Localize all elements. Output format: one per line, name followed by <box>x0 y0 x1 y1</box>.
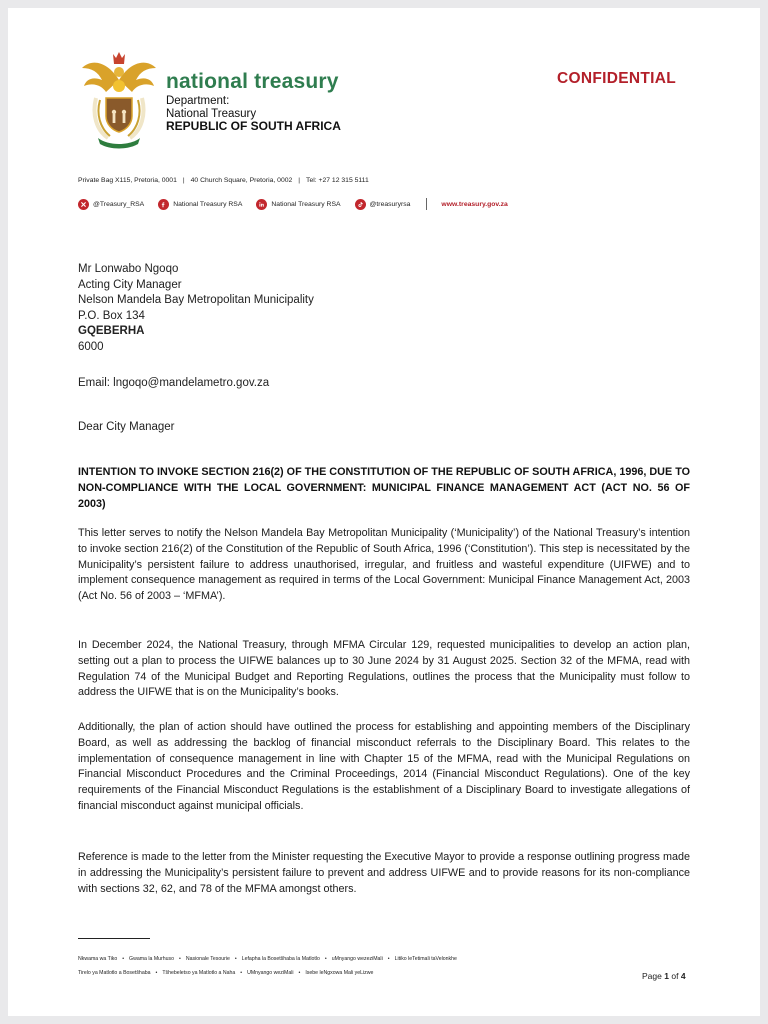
coat-of-arms-icon <box>78 50 160 150</box>
subject-heading: INTENTION TO INVOKE SECTION 216(2) OF THE CONSTITUTION OF THE REPUBLIC OF SOUTH AFRICA, 1996, DUE TO NON-COMPLIANCE WITH THE LOCAL GOVERNMENT: MUNICIPAL FINANCE MANAGEMENT ACT (ACT NO. 56 OF 2003) <box>78 466 690 510</box>
x-icon <box>78 199 89 210</box>
recipient-name: Mr Lonwabo Ngoqo <box>78 263 179 275</box>
website-link[interactable]: www.treasury.gov.za <box>441 200 508 208</box>
footer-languages-line-2: Tirelo ya Matlotlo a Bosetšhaba • Tšhebeletso ya Matlotlo a Naha • UMnyango weziMali • Isebe leNgxowa Mali yeLizwe <box>78 970 374 976</box>
social-links <box>78 197 508 211</box>
social-tiktok[interactable]: @treasuryrsa <box>355 199 411 210</box>
recipient-organization: Nelson Mandela Bay Metropolitan Municipality <box>78 294 314 306</box>
salutation: Dear City Manager <box>78 421 175 433</box>
facebook-icon <box>158 199 169 210</box>
body-paragraph: This letter serves to notify the Nelson Mandela Bay Metropolitan Municipality (‘Municipality’) of the National Treasury’s intention to invoke section 216(2) of the Constitution of the Republic of South Africa, 1996 (‘Constitution’). This step is necessitated by the Municipality’s persistent failure to address unauthorised, irregular, and fruitless and wasteful expenditure (UIFWE) and to implement consequence management as required in terms of the Local Government: Municipal Finance Management Act, 2003 (Act No. 56 of 2003 – ‘MFMA’). <box>78 527 690 603</box>
street-address: 40 Church Square, Pretoria, 0002 <box>190 177 293 184</box>
body-paragraph: In December 2024, the National Treasury, through MFMA Circular 129, requested municipalities to develop an action plan, setting out a plan to process the UIFWE balances up to 30 June 2024 by 31 August 2025. Section 32 of the MFMA, read with Regulation 74 of the Municipal Budget and Reporting Regulations, outlines the process that the Municipality must follow to address the UIFWE that is on the Municipality’s books. <box>78 639 690 699</box>
classification-label: CONFIDENTIAL <box>557 70 676 87</box>
recipient-city: GQEBERHA <box>78 325 145 337</box>
footer-divider <box>78 938 150 939</box>
contact-line: Private Bag X115, Pretoria, 0001 | 40 Church Square, Pretoria, 0002 | Tel: +27 12 315 5111 <box>78 177 369 184</box>
organization-name: national treasury <box>166 70 339 93</box>
tiktok-icon <box>355 199 366 210</box>
body-paragraph: Reference is made to the letter from the Minister requesting the Executive Mayor to provide a response outlining progress made in addressing the Municipality’s persistent failure to prevent and address UIFWE and to provide reasons for its non-compliance with sections 32, 62, and 78 of the MFMA amongst others. <box>78 851 690 895</box>
social-linkedin[interactable]: National Treasury RSA <box>256 199 340 210</box>
recipient-address <box>78 262 314 355</box>
country-name: REPUBLIC OF SOUTH AFRICA <box>166 119 341 133</box>
social-x[interactable]: @Treasury_RSA <box>78 199 144 210</box>
recipient-email: Email: lngoqo@mandelametro.gov.za <box>78 377 270 389</box>
department-name: National Treasury <box>166 107 257 120</box>
recipient-title: Acting City Manager <box>78 278 182 291</box>
body-paragraph: Additionally, the plan of action should have outlined the process for establishing and appointing members of the Disciplinary Board, as well as addressing the backlog of financial misconduct referrals to the Disciplinary Board. This relates to the implementation of consequence management in line with Chapter 15 of the MFMA, read with the Municipal Regulations on Financial Misconduct Procedures and the Criminal Proceedings, 2014 (Financial Misconduct Regulations). One of the key requirements of the Financial Misconduct Regulations is the establishment of a Disciplinary Board to investigate allegations of financial misconduct against municipal officials. <box>78 721 690 812</box>
department-label: Department: <box>166 95 230 107</box>
linkedin-icon <box>256 199 267 210</box>
footer-languages-line-1: Nkwama wa Tiko • Gwama la Murhuso • Nasionale Tesourie • Lefapha la Bosetšhaba la Matlotlo • uMnyango wezeziMali • Litiko leTetimali taVelonkhe <box>78 956 457 962</box>
divider <box>426 198 427 210</box>
social-facebook[interactable]: National Treasury RSA <box>158 199 242 210</box>
telephone: Tel: +27 12 315 5111 <box>306 177 369 184</box>
letter-page <box>8 8 760 1016</box>
recipient-po-box: P.O. Box 134 <box>78 309 145 322</box>
page-number: Page 1 of 4 <box>642 971 686 981</box>
department-block <box>166 95 341 133</box>
postal-address: Private Bag X115, Pretoria, 0001 <box>78 177 177 184</box>
recipient-postal-code: 6000 <box>78 340 104 353</box>
